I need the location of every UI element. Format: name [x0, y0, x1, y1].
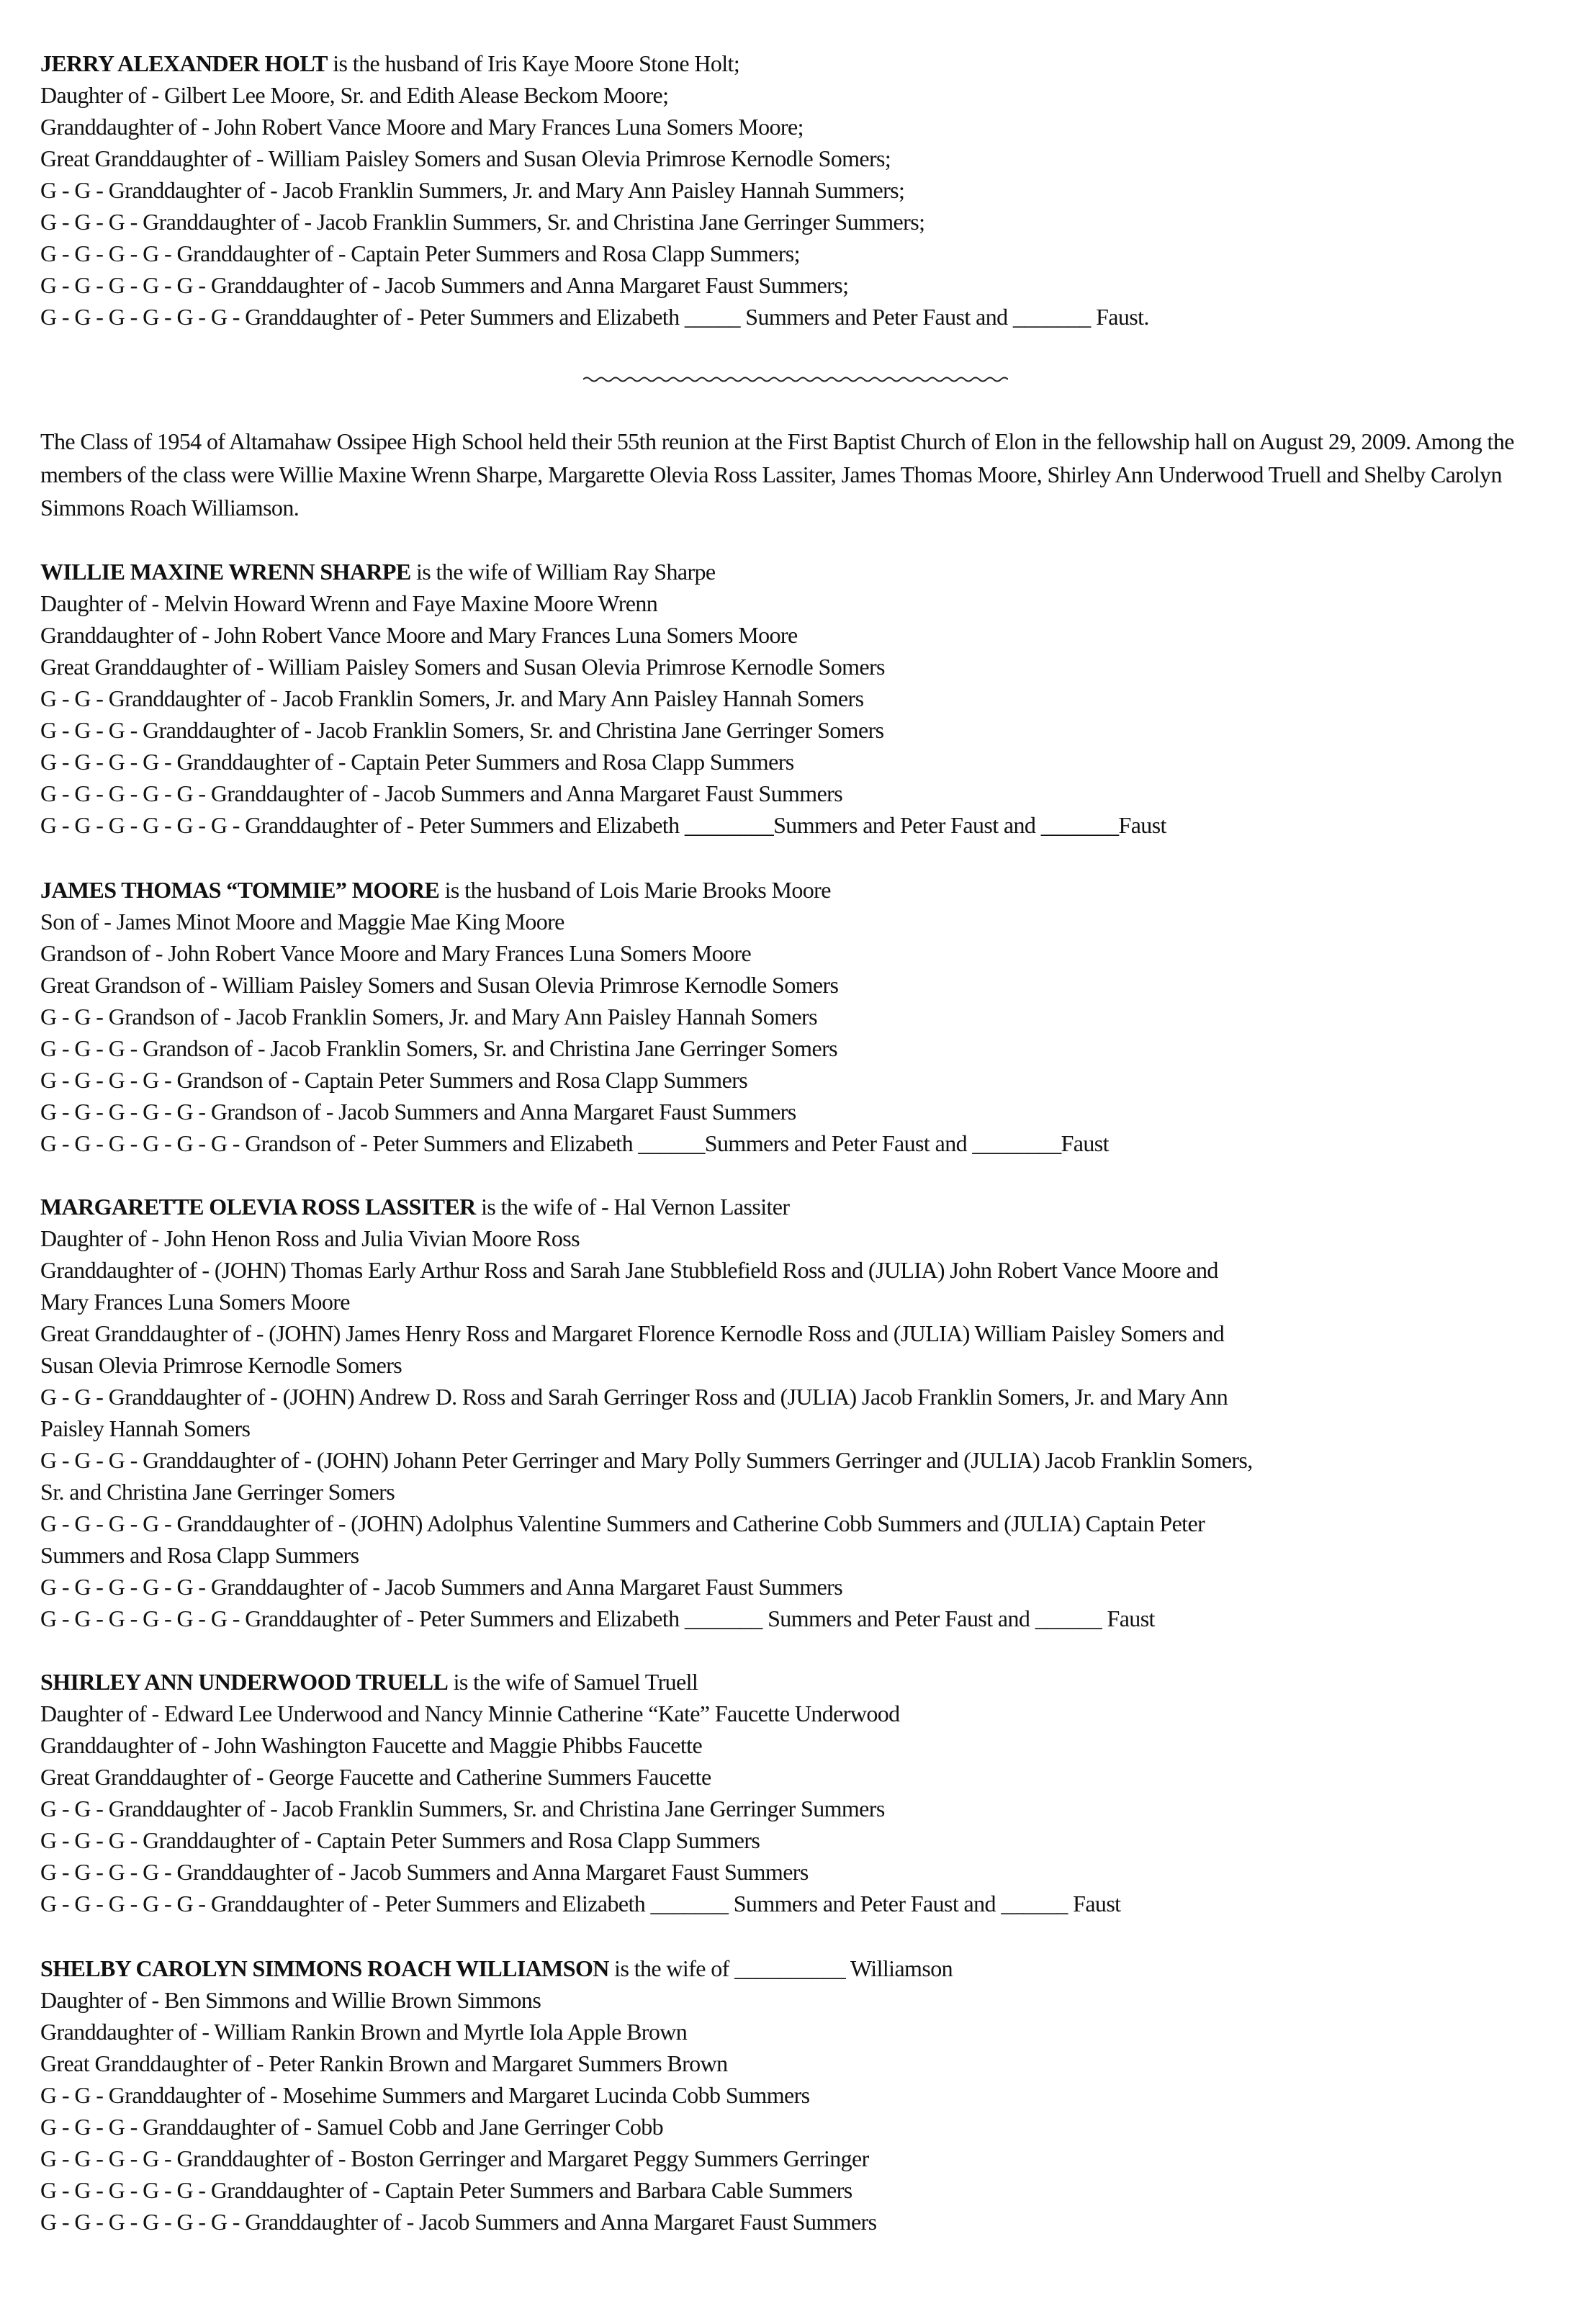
lineage-line: Granddaughter of - John Washington Faucette and Maggie Phibbs Faucette	[40, 1732, 703, 1758]
lineage-line: G - G - G - G - Granddaughter of - Captain Peter Summers and Rosa Clapp Summers;	[40, 240, 800, 266]
lineage-line: G - G - G - G - Grandson of - Captain Peter Summers and Rosa Clapp Summers	[40, 1067, 748, 1093]
lineage-line: G - G - G - G - Granddaughter of - (JOHN) Adolphus Valentine Summers and Catherine Cobb Summers and (JULIA) Captain Peter	[40, 1510, 1205, 1536]
lineage-line: G - G - G - G - G - Granddaughter of - Captain Peter Summers and Barbara Cable Summers	[40, 2177, 852, 2203]
lineage-line: G - G - G - G - Granddaughter of - Jacob Summers and Anna Margaret Faust Summers	[40, 1859, 809, 1885]
reunion-paragraph	[40, 425, 1545, 524]
lineage-line: Great Granddaughter of - William Paisley Somers and Susan Olevia Primrose Kernodle Somers;	[40, 145, 891, 171]
lineage-line: Great Granddaughter of - George Faucette and Catherine Summers Faucette	[40, 1764, 711, 1790]
lineage-line: Mary Frances Luna Somers Moore	[40, 1289, 350, 1315]
lineage-line: Grandson of - John Robert Vance Moore and Mary Frances Luna Somers Moore	[40, 940, 752, 966]
relation-text: is the wife of __________ Williamson	[608, 1955, 953, 1981]
lineage-line: G - G - G - Granddaughter of - (JOHN) Johann Peter Gerringer and Mary Polly Summers Gerringer and (JULIA) Jacob Franklin Somers,	[40, 1447, 1253, 1473]
relation-text: is the husband of Iris Kaye Moore Stone Holt;	[327, 50, 740, 76]
lineage-line: G - G - G - G - G - G - Grandson of - Peter Summers and Elizabeth ______Summers and Peter Faust and ________Faust	[40, 1130, 1109, 1156]
lineage-line: G - G - G - G - G - Granddaughter of - Peter Summers and Elizabeth _______ Summers and Peter Faust and ______ Faust	[40, 1891, 1121, 1917]
lineage-line: Granddaughter of - (JOHN) Thomas Early Arthur Ross and Sarah Jane Stubblefield Ross and (JULIA) John Robert Vance Moore and	[40, 1257, 1218, 1283]
relation-text: is the wife of William Ray Sharpe	[410, 559, 716, 585]
lineage-line: G - G - Grandson of - Jacob Franklin Somers, Jr. and Mary Ann Paisley Hannah Somers	[40, 1004, 817, 1030]
lineage-line: G - G - G - Granddaughter of - Captain Peter Summers and Rosa Clapp Summers	[40, 1827, 760, 1853]
heading-line	[40, 48, 1545, 79]
lineage-line: G - G - G - Grandson of - Jacob Franklin Somers, Sr. and Christina Jane Gerringer Somers	[40, 1035, 837, 1061]
lineage-line: Summers and Rosa Clapp Summers	[40, 1542, 359, 1568]
lineage-line: G - G - G - Granddaughter of - Jacob Franklin Summers, Sr. and Christina Jane Gerringer Summers;	[40, 209, 925, 235]
lineage-line: G - G - Granddaughter of - Jacob Franklin Summers, Sr. and Christina Jane Gerringer Summers	[40, 1796, 885, 1821]
heading-line	[40, 874, 1545, 906]
genealogy-block-sharpe	[40, 556, 1545, 841]
lineage-line: Granddaughter of - John Robert Vance Moore and Mary Frances Luna Somers Moore	[40, 622, 798, 648]
lineage-line: G - G - G - G - G - Grandson of - Jacob Summers and Anna Margaret Faust Summers	[40, 1099, 796, 1125]
lineage-line: G - G - G - G - Granddaughter of - Captain Peter Summers and Rosa Clapp Summers	[40, 749, 794, 775]
wavy-separator	[583, 374, 1008, 384]
person-name: JERRY ALEXANDER HOLT	[40, 50, 328, 76]
lineage-line: G - G - G - G - G - G - Granddaughter of - Peter Summers and Elizabeth _____ Summers and Peter Faust and _______ Faust.	[40, 304, 1149, 330]
lineage-line: Daughter of - Edward Lee Underwood and Nancy Minnie Catherine “Kate” Faucette Underwood	[40, 1701, 900, 1726]
lineage-line: G - G - G - Granddaughter of - Jacob Franklin Somers, Sr. and Christina Jane Gerringer Somers	[40, 717, 884, 743]
lineage-line: Daughter of - Ben Simmons and Willie Brown Simmons	[40, 1987, 541, 2013]
lineage-line: G - G - G - Granddaughter of - Samuel Cobb and Jane Gerringer Cobb	[40, 2114, 664, 2140]
genealogy-block-lassiter	[40, 1191, 1545, 1634]
lineage-line: Susan Olevia Primrose Kernodle Somers	[40, 1352, 402, 1378]
heading-line	[40, 1191, 1545, 1222]
lineage-line: G - G - G - G - G - G - Granddaughter of - Peter Summers and Elizabeth ________Summers and Peter Faust and _______Faust	[40, 812, 1166, 838]
lineage-line: Granddaughter of - John Robert Vance Moore and Mary Frances Luna Somers Moore;	[40, 114, 804, 140]
lineage-line: Son of - James Minot Moore and Maggie Mae King Moore	[40, 909, 564, 934]
lineage-line: G - G - Granddaughter of - Jacob Franklin Summers, Jr. and Mary Ann Paisley Hannah Summers;	[40, 177, 905, 203]
person-name: WILLIE MAXINE WRENN SHARPE	[40, 559, 411, 585]
relation-text: is the husband of Lois Marie Brooks Moore	[439, 877, 831, 903]
person-name: SHIRLEY ANN UNDERWOOD TRUELL	[40, 1669, 449, 1695]
lineage-line: G - G - G - G - G - Granddaughter of - Jacob Summers and Anna Margaret Faust Summers	[40, 780, 843, 806]
lineage-line: Paisley Hannah Somers	[40, 1415, 251, 1441]
person-name: MARGARETTE OLEVIA ROSS LASSITER	[40, 1194, 476, 1220]
genealogy-block-holt	[40, 48, 1545, 333]
relation-text: is the wife of Samuel Truell	[448, 1669, 698, 1695]
lineage-line: Great Granddaughter of - William Paisley Somers and Susan Olevia Primrose Kernodle Somers	[40, 654, 885, 680]
lineage-line: G - G - Granddaughter of - (JOHN) Andrew D. Ross and Sarah Gerringer Ross and (JULIA) Jacob Franklin Somers, Jr. and Mary Ann	[40, 1384, 1228, 1410]
lineage-line: Great Granddaughter of - (JOHN) James Henry Ross and Margaret Florence Kernodle Ross and (JULIA) William Paisley Somers and	[40, 1320, 1225, 1346]
genealogy-block-moore	[40, 874, 1545, 1159]
lineage-line: Daughter of - John Henon Ross and Julia Vivian Moore Ross	[40, 1225, 580, 1251]
relation-text: is the wife of - Hal Vernon Lassiter	[475, 1194, 790, 1220]
genealogy-block-williamson	[40, 1953, 1545, 2238]
lineage-line: Daughter of - Melvin Howard Wrenn and Faye Maxine Moore Wrenn	[40, 590, 658, 616]
lineage-line: G - G - G - G - G - G - Granddaughter of - Peter Summers and Elizabeth _______ Summers and Peter Faust and ______ Faust	[40, 1605, 1155, 1631]
lineage-line: Daughter of - Gilbert Lee Moore, Sr. and Edith Alease Beckom Moore;	[40, 82, 669, 108]
lineage-line: G - G - G - G - G - Granddaughter of - Jacob Summers and Anna Margaret Faust Summers;	[40, 272, 849, 298]
reunion-text: The Class of 1954 of Altamahaw Ossipee High School held their 55th reunion at the First Baptist Church of Elon in the fellowship hall on August 29, 2009. Among the members of the class were Willie Maxine Wrenn Sharpe, Margarette Olevia Ross Lassiter, James Thomas Moore, Shirley Ann Underwood Truell and Shelby Carolyn Simmons Roach Williamson.	[40, 428, 1514, 521]
genealogy-block-truell	[40, 1666, 1545, 1919]
lineage-line: Granddaughter of - William Rankin Brown and Myrtle Iola Apple Brown	[40, 2019, 688, 2045]
heading-line	[40, 1953, 1545, 1984]
lineage-line: Sr. and Christina Jane Gerringer Somers	[40, 1479, 395, 1505]
lineage-line: Great Grandson of - William Paisley Somers and Susan Olevia Primrose Kernodle Somers	[40, 972, 839, 998]
lineage-line: G - G - G - G - G - G - Granddaughter of - Jacob Summers and Anna Margaret Faust Summers	[40, 2209, 877, 2235]
heading-line	[40, 556, 1545, 587]
person-name: JAMES THOMAS “TOMMIE” MOORE	[40, 877, 440, 903]
heading-line	[40, 1666, 1545, 1698]
lineage-line: G - G - Granddaughter of - Mosehime Summers and Margaret Lucinda Cobb Summers	[40, 2082, 810, 2108]
person-name: SHELBY CAROLYN SIMMONS ROACH WILLIAMSON	[40, 1955, 609, 1981]
lineage-line: G - G - G - G - G - Granddaughter of - Jacob Summers and Anna Margaret Faust Summers	[40, 1574, 843, 1600]
lineage-line: Great Granddaughter of - Peter Rankin Brown and Margaret Summers Brown	[40, 2050, 728, 2076]
lineage-line: G - G - G - G - Granddaughter of - Boston Gerringer and Margaret Peggy Summers Gerringer	[40, 2145, 869, 2171]
lineage-line: G - G - Granddaughter of - Jacob Franklin Somers, Jr. and Mary Ann Paisley Hannah Somers	[40, 685, 864, 711]
